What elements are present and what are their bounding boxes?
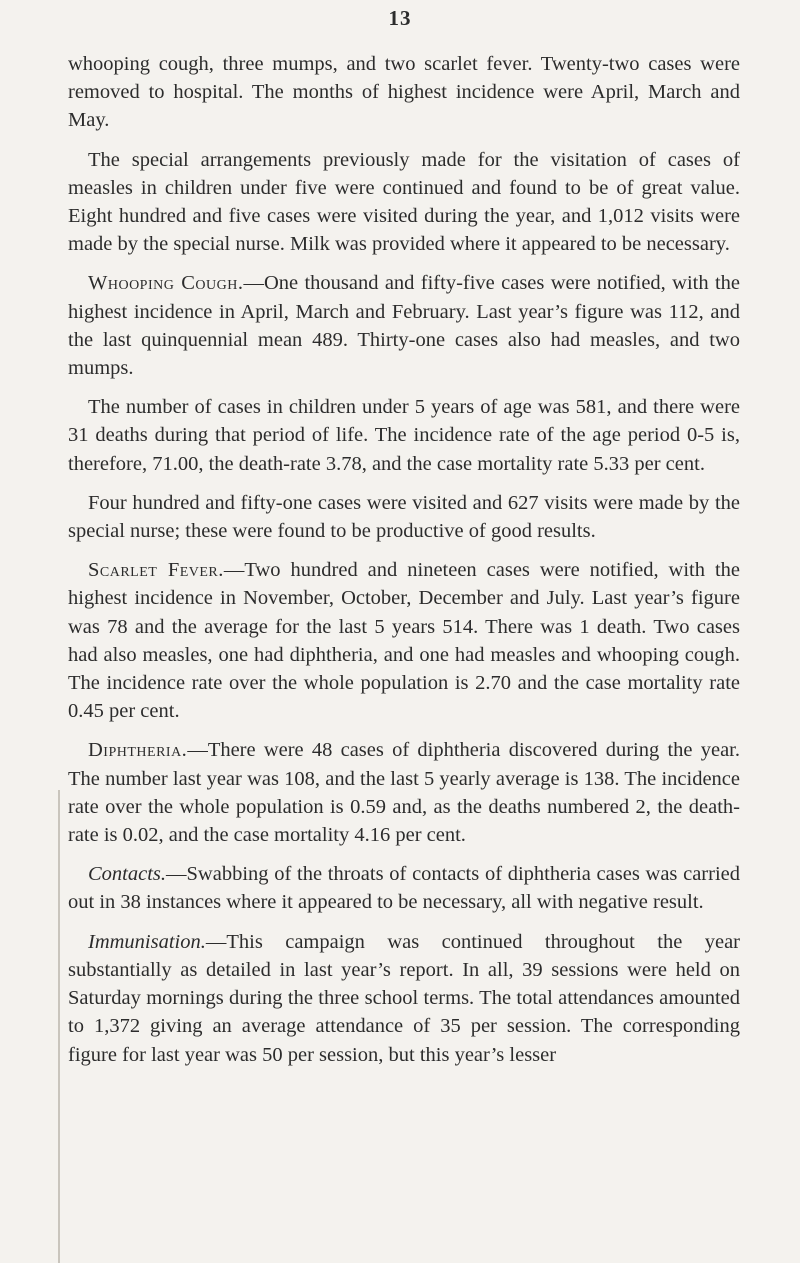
paragraph-continuation (68, 50, 740, 135)
paragraph-immunisation (68, 928, 740, 1069)
section-heading-diphtheria: Diphtheria. (88, 739, 188, 762)
section-heading-whooping-cough: Whooping Cough. (88, 272, 244, 295)
paragraph-whooping-cough-rates (68, 393, 740, 478)
paragraph-text: —There were 48 cases of diphtheria discovered during the year. The number last year was 108, and the last 5 yearly average is 138. The incidence rate over the whole population is 0.59 and, as the deaths numbered 2, the death-rate is 0.02, and the case mortality 4.16 per cent. (68, 739, 740, 847)
paragraph-text: —One thousand and fifty-five cases were notified, with the highest incidence in April, March and February. Last year’s figure was 112, and the last quinquennial mean 489. Thirty-one cases also had measles, and two mumps. (68, 272, 740, 380)
page-number: 13 (388, 6, 412, 30)
paragraph-text: —This campaign was continued throughout the year substantially as detailed in last year’s report. In all, 39 sessions were held on Saturday mornings during the three school terms. The total attendances amounted to 1,372 giving an average attendance of 35 per session. The corresponding figure for last year was 50 per session, but this year’s lesser (68, 930, 740, 1066)
paragraph-diphtheria (68, 736, 740, 849)
paragraph-contacts (68, 860, 740, 916)
paragraph-text: The special arrangements previously made for the visitation of cases of measles in children under five were continued and found to be of great value. Eight hundred and five cases were visited during the year, and 1,012 visits were made by the special nurse. Milk was provided where it appeared to be necessary. (68, 148, 740, 256)
section-heading-immunisation: Immunisation. (88, 930, 206, 953)
report-body (68, 50, 740, 1080)
paragraph-text: —Swabbing of the throats of contacts of diphtheria cases was carried out in 38 instances where it appeared to be necessary, all with negative result. (68, 863, 740, 914)
paragraph-text: The number of cases in children under 5 years of age was 581, and there were 31 deaths during that period of life. The incidence rate of the age period 0-5 is, therefore, 71.00, the death-rate 3.78, and the case mortality rate 5.33 per cent. (68, 396, 740, 475)
section-heading-contacts: Contacts. (88, 863, 167, 886)
paragraph-text: Four hundred and fifty-one cases were visited and 627 visits were made by the special nurse; these were found to be productive of good results. (68, 491, 740, 543)
paragraph-text: whooping cough, three mumps, and two scarlet fever. Twenty-two cases were removed to hospital. The months of highest incidence were April, March and May. (68, 53, 740, 132)
binding-edge-shadow (58, 790, 60, 1263)
paragraph-whooping-cough-visits (68, 489, 740, 545)
paragraph-whooping-cough (68, 269, 740, 382)
paragraph-measles-visits (68, 146, 740, 259)
paragraph-text: —Two hundred and nineteen cases were notified, with the highest incidence in November, October, December and July. Last year’s figure was 78 and the average for the last 5 years 514. There was 1 death. Two cases had also measles, one had diphtheria, and one had measles and whooping cough. The incidence rate over the whole population is 2.70 and the case mortality rate 0.45 per cent. (68, 559, 740, 723)
paragraph-scarlet-fever (68, 556, 740, 725)
section-heading-scarlet-fever: Scarlet Fever. (88, 559, 224, 582)
